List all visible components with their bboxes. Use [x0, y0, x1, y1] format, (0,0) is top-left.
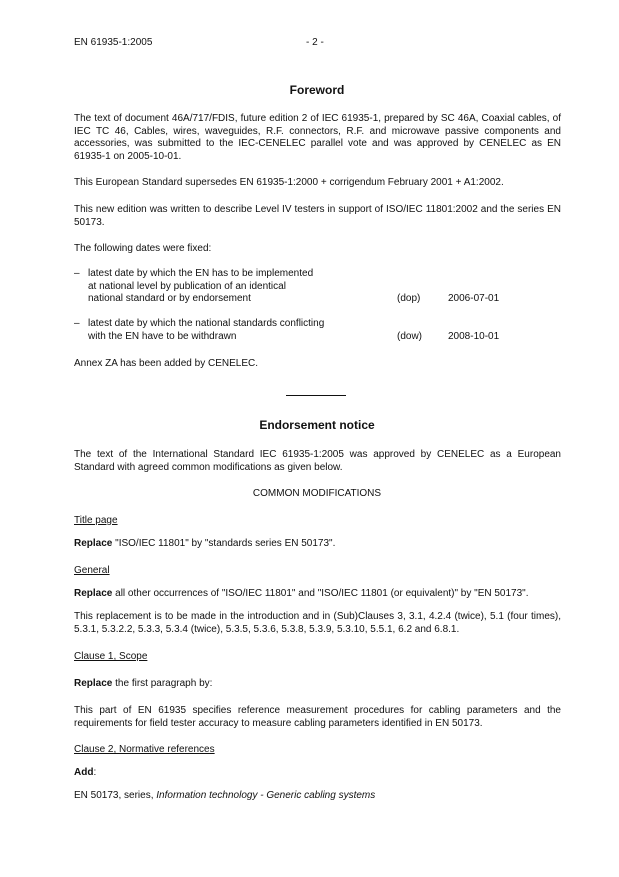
- instruction-keyword: Replace: [74, 678, 113, 689]
- instruction-keyword: Replace: [74, 538, 113, 549]
- title-page-instruction: [74, 538, 561, 551]
- clause2-reference: [74, 790, 561, 803]
- list-dash: –: [74, 318, 80, 329]
- clause1-heading: Clause 1, Scope: [74, 651, 148, 662]
- general-paragraph: This replacement is to be made in the introduction and in (Sub)Clauses 3, 3.1, 4.2.4 (twice), 5.1 (four times), 5.3.1, 5.3.2.2, 5.3.3, 5.3.4 (twice), 5.3.5, 5.3.6, 5.3.8, 5.3.9, 5.3.10, 5.5.1, 6.2 and 6.8.1.: [74, 611, 561, 635]
- date-abbreviation: (dop): [397, 293, 421, 304]
- foreword-title: Foreword: [289, 83, 345, 97]
- endorsement-title: Endorsement notice: [259, 418, 375, 432]
- general-heading: General: [74, 565, 110, 576]
- instruction-text: :: [93, 767, 97, 778]
- reference-prefix: EN 50173, series,: [74, 790, 157, 801]
- list-dash: –: [74, 268, 80, 279]
- common-modifications-heading: COMMON MODIFICATIONS: [252, 488, 382, 499]
- date-abbreviation: (dow): [397, 330, 423, 342]
- page-number: - 2 -: [306, 37, 324, 48]
- date-item-line: with the EN have to be withdrawn: [88, 330, 237, 342]
- document-id: EN 61935-1:2005: [74, 37, 153, 48]
- section-divider: [286, 395, 346, 396]
- date-value: 2006-07-01: [448, 293, 500, 304]
- instruction-text: the first paragraph by:: [112, 678, 213, 689]
- clause1-instruction: [74, 678, 561, 691]
- date-item-line: latest date by which the national standards conflicting: [88, 318, 325, 329]
- foreword-paragraph-2: This European Standard supersedes EN 61935-1:2000 + corrigendum February 2001 + A1:2002.: [74, 177, 504, 188]
- foreword-paragraph-1: The text of document 46A/717/FDIS, future edition 2 of IEC 61935-1, prepared by SC 46A, Coaxial cables, of IEC TC 46, Cables, wires, waveguides, R.F. connectors, R.F. and microwave passive components and accessories, was submitted to the IEC-CENELEC parallel vote and was approved by CENELEC as EN 61935-1 on 2005-10-01.: [74, 113, 561, 162]
- title-page-heading: Title page: [74, 515, 118, 526]
- date-item-line: latest date by which the EN has to be implemented: [88, 268, 314, 279]
- instruction-text: "ISO/IEC 11801" by "standards series EN 50173".: [112, 538, 336, 549]
- general-instruction: [74, 588, 561, 601]
- endorsement-paragraph: The text of the International Standard IEC 61935-1:2005 was approved by CENELEC as a European Standard with agreed common modifications as given below.: [74, 449, 561, 473]
- clause1-paragraph: This part of EN 61935 specifies reference measurement procedures for cabling parameters and the requirements for field tester accuracy to measure cabling parameters identified in EN 50173.: [74, 705, 561, 729]
- date-item-line: at national level by publication of an identical: [88, 280, 286, 292]
- foreword-paragraph-4: The following dates were fixed:: [74, 243, 212, 254]
- foreword-paragraph-5: Annex ZA has been added by CENELEC.: [74, 358, 259, 369]
- instruction-keyword: Replace: [74, 588, 113, 599]
- clause2-heading: Clause 2, Normative references: [74, 744, 215, 755]
- reference-title: Information technology - Generic cabling systems: [156, 790, 376, 801]
- instruction-text: all other occurrences of "ISO/IEC 11801" and "ISO/IEC 11801 (or equivalent)" by "EN 50173".: [112, 588, 529, 599]
- instruction-keyword: Add: [74, 767, 94, 778]
- date-value: 2008-10-01: [448, 330, 500, 342]
- date-item-line: national standard or by endorsement: [88, 293, 251, 304]
- clause2-instruction: [74, 767, 561, 780]
- foreword-paragraph-3: This new edition was written to describe Level IV testers in support of ISO/IEC 11801:2002 and the series EN 50173.: [74, 204, 561, 228]
